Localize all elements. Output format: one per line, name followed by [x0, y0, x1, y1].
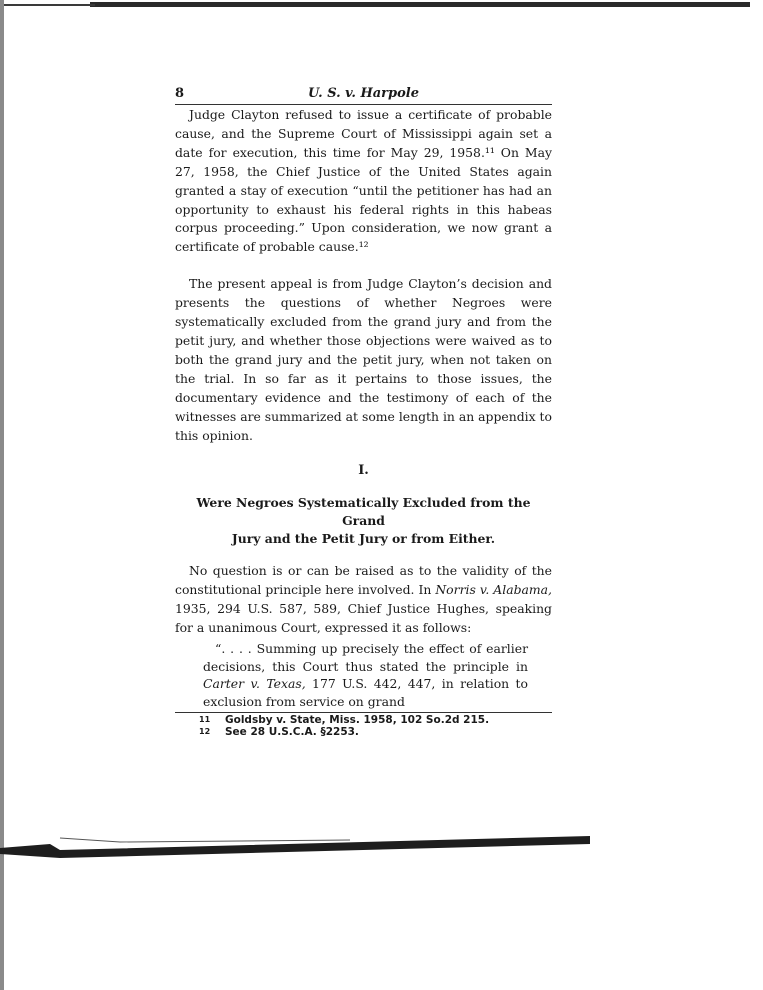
- footnote: [199, 714, 552, 726]
- footnote: [199, 726, 552, 738]
- section-heading-line-1: Were Negroes Systematically Excluded from the Grand: [196, 495, 531, 529]
- paragraph-1: Judge Clayton refused to issue a certificate of probable cause, and the Supreme Court of Mississippi again set a date for execution, this time for May 29, 1958.¹¹ On May 27, 1958, the Chief Justice of the United States again granted a stay of execution “until the petitioner has had an opportunity to exhaust his federal rights in this habeas corpus proceeding.” Upon consideration, we now grant a certificate of probable cause.¹²: [175, 107, 552, 255]
- scan-top-bar-left: [0, 4, 95, 6]
- page-header: [175, 86, 552, 105]
- block-quote: [203, 640, 528, 710]
- paragraph-3-text-a: No question is or can be raised as to the validity of the constitutional principle here involved. In: [175, 563, 552, 598]
- case-citation-carter: Carter v. Texas,: [203, 676, 306, 692]
- footnote-number: 12: [199, 727, 211, 737]
- section-number: I.: [358, 463, 369, 479]
- paragraph-3: [175, 562, 552, 638]
- document-page: [175, 86, 552, 738]
- scan-top-border: [0, 0, 763, 8]
- section-heading: [175, 494, 552, 548]
- page-number: 8: [175, 86, 185, 101]
- paragraph-2: The present appeal is from Judge Clayton’s decision and presents the questions of whether Negroes were systematically excluded from the grand jury and from the petit jury, and whether those objections were waived as to both the grand jury and the petit jury, when not taken on the trial. In so far as it pertains to those issues, the documentary evidence and the testimony of each of the witnesses are summarized at some length in an appendix to this opinion.: [175, 276, 552, 443]
- case-citation-norris: Norris v. Alabama,: [435, 582, 552, 598]
- paragraph-3-text-b: 1935, 294 U.S. 587, 589, Chief Justice Hughes, speaking for a unanimous Court, expressed it as follows:: [175, 601, 552, 636]
- scan-bottom-mark: [0, 830, 600, 870]
- quote-text-a: “. . . . Summing up precisely the effect of earlier decisions, this Court thus stated the principle in: [203, 641, 528, 674]
- section-heading-line-2: Jury and the Petit Jury or from Either.: [231, 531, 496, 547]
- footnote-text: See 28 U.S.C.A. §2253.: [225, 726, 359, 739]
- quote-text-b: 177 U.S. 442, 447, in relation to exclusion from service on grand: [203, 676, 528, 709]
- running-title: U. S. v. Harpole: [308, 86, 419, 101]
- footnotes: [175, 712, 552, 738]
- footnote-number: 11: [199, 715, 211, 725]
- scan-top-bar: [90, 2, 750, 7]
- footnote-text: Goldsby v. State, Miss. 1958, 102 So.2d 215.: [225, 714, 490, 727]
